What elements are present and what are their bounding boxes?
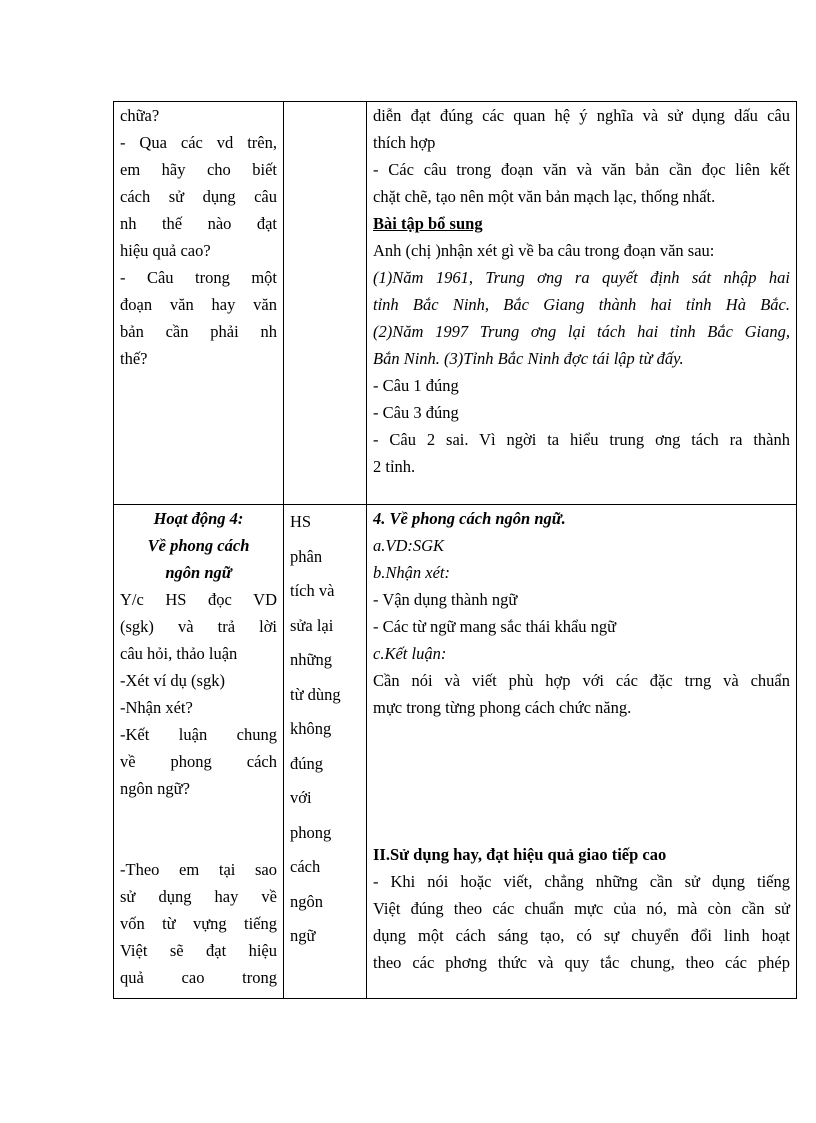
text-line: ngữ [290,926,316,945]
spacer [120,802,277,856]
text-line: tích và [290,581,335,600]
answer-line: - Câu 2 sai. Vì ngời ta hiểu trung ơng tách ra thành [373,430,790,449]
teacher-activity-cell [114,505,284,999]
text-line: (sgk) và trả lời [120,617,277,636]
text-line: từ dùng [290,684,341,704]
text-line: bản cần phải nh [120,322,277,341]
bullet-line: - Các từ ngữ mang sắc thái khẩu ngữ [373,617,617,636]
quoted-text-line: (1)Năm 1961, Trung ơng ra quyết định sát nhập hai [373,268,790,287]
text-line: hiệu quả cao? [120,241,211,260]
table-row [114,102,797,505]
activity-title: ngôn ngữ [165,563,232,582]
text-line: đoạn văn hay văn [120,295,277,314]
text-line: theo các phơng thức và quy tắc chung, theo các phép [373,953,790,972]
text-line: - Khi nói hoặc viết, chẳng những cần sử dụng tiếng [373,872,790,891]
answer-line: - Câu 1 đúng [373,376,459,395]
text-line: thế? [120,349,148,368]
content-cell [367,102,797,505]
text-line: sử dụng hay về [120,887,277,906]
text-line: HS [290,512,312,531]
text-line: thích hợp [373,133,436,152]
text-line: cách [290,857,321,876]
section-heading: 4. Về phong cách ngôn ngữ. [373,509,566,528]
student-activity-cell [284,505,367,999]
text-line: không [290,719,332,738]
spacer [373,721,790,841]
text-line: chặt chẽ, tạo nên một văn bản mạch lạc, thống nhất. [373,187,716,206]
text-line: chữa? [120,106,160,125]
subheading: c.Kết luận: [373,644,447,663]
text-line: sửa lại [290,615,334,635]
text-line: -Kết luận chung [120,725,277,744]
answer-line: - Câu 3 đúng [373,403,459,422]
subheading: a.VD:SGK [373,536,445,555]
text-line: -Theo em tại sao [120,860,277,879]
quoted-text-line: (2)Năm 1997 Trung ơng lại tách hai tỉnh Bắc Giang, [373,322,790,341]
text-line: nh thế nào đạt [120,214,277,233]
text-line: phong [290,822,332,842]
text-line: -Nhận xét? [120,698,193,717]
activity-title: Về phong cách [147,536,250,555]
text-line: Việt đúng theo các chuẩn mực của nó, mà còn cần sử [373,899,790,918]
text-line: những [290,650,332,669]
subheading: b.Nhận xét: [373,563,450,582]
content-cell [367,505,797,999]
text-line: về phong cách [120,752,277,771]
teacher-activity-cell [114,102,284,505]
text-line: Cần nói và viết phù hợp với các đặc trng và chuẩn [373,671,790,690]
text-line: dụng một cách sáng tạo, có sự chuyển đổi linh hoạt [373,926,790,945]
text-line: quả cao trong [120,968,277,987]
student-activity-cell [284,102,367,505]
exercise-heading: Bài tập bổ sung [373,214,483,233]
text-line: phân [290,546,323,566]
table-row [114,505,797,999]
exercise-prompt: Anh (chị )nhận xét gì về ba câu trong đoạn văn sau: [373,241,715,260]
quoted-text-line: Bắn Ninh. (3)Tỉnh Bắc Ninh đợc tái lập từ đấy. [373,349,684,368]
text-line: Y/c HS đọc VD [120,590,277,609]
lesson-table [113,101,797,999]
text-line: -Xét ví dụ (sgk) [120,671,225,690]
text-line: em hãy cho biết [120,160,277,179]
text-line: đúng [290,753,323,773]
text-line: Việt sẽ đạt hiệu [120,941,277,960]
text-line: diễn đạt đúng các quan hệ ý nghĩa và sử dụng dấu câu [373,106,790,125]
section-heading: II.Sử dụng hay, đạt hiệu quả giao tiếp cao [373,845,667,864]
text-line: mực trong từng phong cách chức năng. [373,698,632,717]
text-line: - Các câu trong đoạn văn và văn bản cần đọc liên kết [373,160,790,179]
text-line: - Câu trong một [120,268,277,287]
text-line: cách sử dụng câu [120,187,277,206]
quoted-text-line: tỉnh Bắc Ninh, Bắc Giang thành hai tỉnh Hà Bắc. [373,295,790,314]
text-line: với [290,788,312,807]
text-line: ngôn ngữ? [120,779,190,798]
answer-line: 2 tỉnh. [373,457,416,476]
text-line: - Qua các vd trên, [120,133,277,152]
text-line: vốn từ vựng tiếng [120,914,277,933]
text-line: ngôn [290,891,323,911]
activity-title: Hoạt động 4: [153,509,244,528]
text-line: câu hỏi, thảo luận [120,644,238,663]
bullet-line: - Vận dụng thành ngữ [373,590,518,609]
